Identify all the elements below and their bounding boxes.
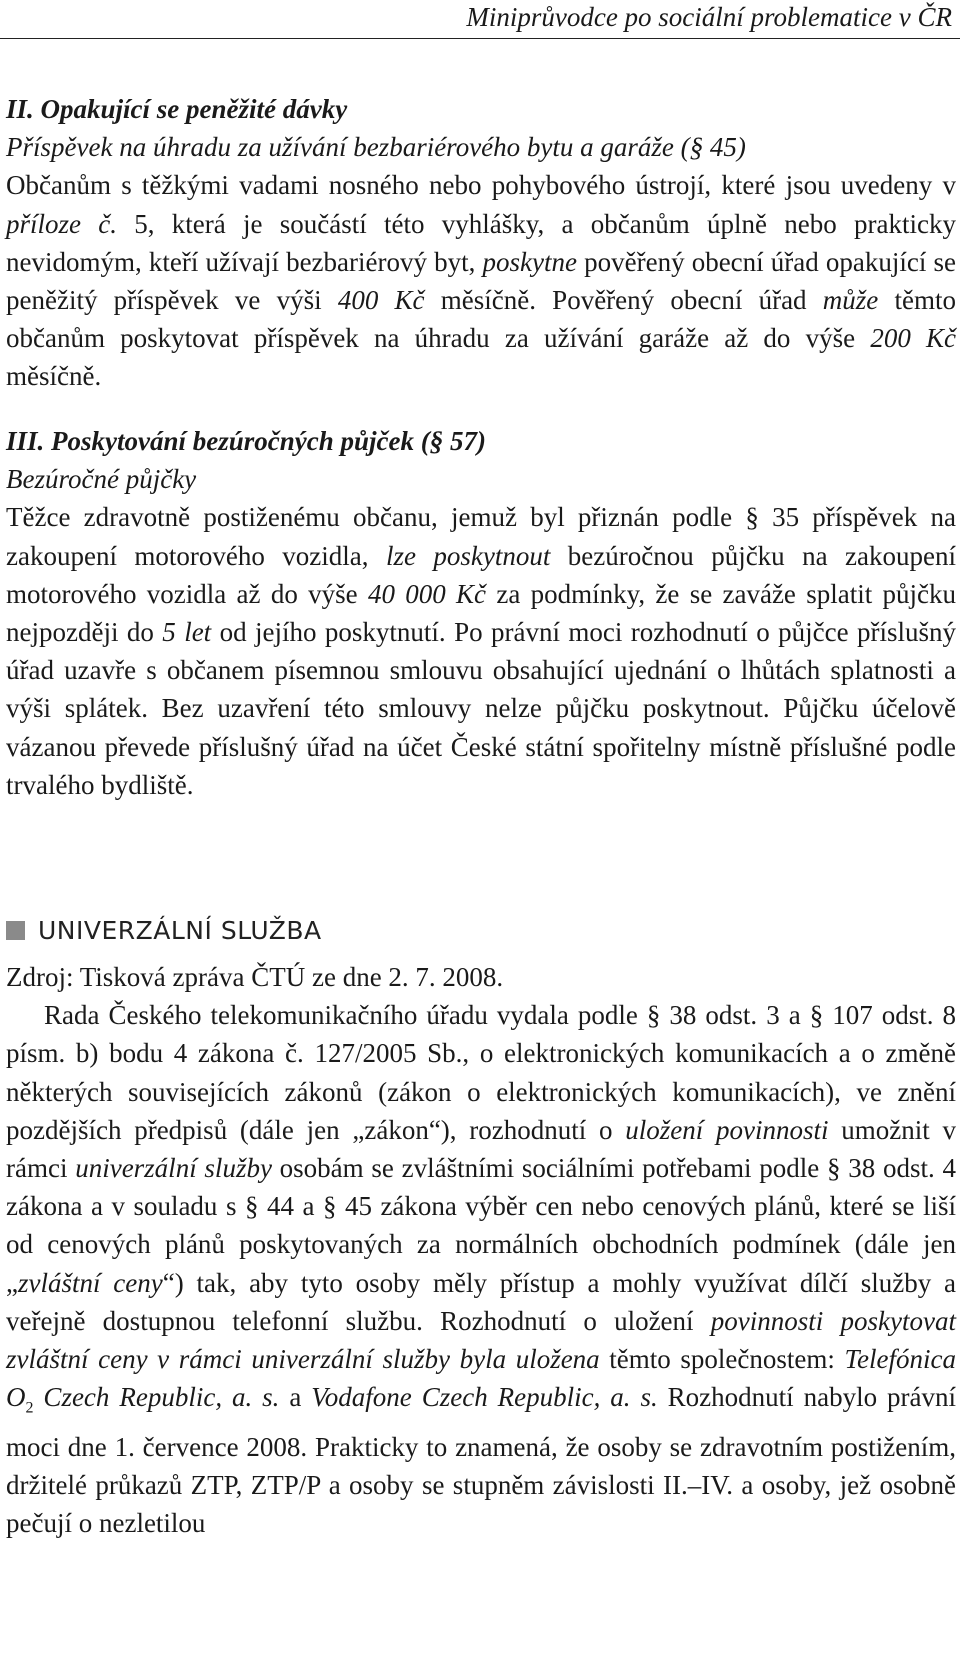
- section-3-heading: III. Poskytování bezúročných půjček (§ 57): [6, 426, 486, 456]
- source-line: Zdroj: Tisková zpráva ČTÚ ze dne 2. 7. 2008.: [6, 962, 504, 992]
- univerzalni-sluzba-paragraph: Rada Českého telekomunikačního úřadu vydala podle § 38 odst. 3 a § 107 odst. 8 písm. b) bodu 4 zákona č. 127/2005 Sb., o elektronických komunikacích a o změně některých souvisejících zákonů (zákon o elektronických komunikacích), ve znění pozdějších předpisů (dále jen „zákon“), rozhodnutí o uložení povinnosti umožnit v rámci univerzální služby osobám se zvláštními sociálními potřebami podle § 38 odst. 4 zákona a v souladu s § 44 a § 45 zákona výběr cen nebo cenových plánů, které se liší od cenových plánů poskytovaných za normálních obchodních podmínek (dále jen „zvláštní ceny“) tak, aby tyto osoby měly přístup a mohly využívat dílčí služby a veřejně dostupnou telefonní službu. Rozhodnutí o uložení povinnosti poskytovat zvláštní ceny v rámci univerzální služby byla uložena těmto společnostem: Telefónica $O_2$ Czech Republic, a. s. a Vodafone Czech Republic, a. s. Rozhodnutí nabylo právní moci dne 1. července 2008. Prakticky to znamená, že osoby se zdravotním postižením, držitelé průkazů ZTP, ZTP/P a osoby se stupněm závislosti II.–IV. a osoby, jež osobně pečují o nezletilou: [6, 1000, 956, 1539]
- section-3-paragraph: Těžce zdravotně postiženému občanu, jemuž byl přiznán podle § 35 příspěvek na zakoupení motorového vozidla, lze poskytnout bezúročnou půjčku na zakoupení motorového vozidla až do výše 40 000 Kč za podmínky, že se zaváže splatit půjčku nejpozději do 5 let od jejího poskytnutí. Po právní moci rozhodnutí o půjčce příslušný úřad uzavře s občanem písemnou smlouvu obsahující ujednání o lhůtách splatnosti a výši splátek. Bez uzavření této smlouvy nelze půjčku poskytnout. Půjčku účelově vázanou převede příslušný úřad na účet České státní spořitelny místně příslušné podle trvalého bydliště.: [6, 502, 957, 800]
- section-3-subheading: Bezúročné půjčky: [6, 464, 197, 495]
- univerzalni-sluzba-block: [0, 958, 956, 1542]
- univerzalni-sluzba-title: UNIVERZÁLNÍ SLUŽBA: [38, 915, 322, 945]
- section-3-block: [0, 422, 956, 804]
- running-header: [0, 0, 960, 39]
- section-2-paragraph: Občanům s těžkými vadami nosného nebo pohybového ústrojí, které jsou uvedeny v příloze č. 5, která je součástí této vyhlášky, a občanům úplně nebo prakticky nevidomým, kteří užívají bezbariérový byt, poskytne pověřený obecní úřad opakující se peněžitý příspěvek ve výši 400 Kč měsíčně. Pověřený obecní úřad může těmto občanům poskytovat příspěvek na úhradu za užívání garáže až do výše 200 Kč měsíčně.: [6, 170, 956, 392]
- running-header-title: Miniprůvodce po sociální problematice v ČR: [466, 2, 952, 32]
- section-2-heading: II. Opakující se peněžité dávky: [6, 94, 348, 124]
- section-2-subheading: Příspěvek na úhradu za užívání bezbariérového bytu a garáže (§ 45): [6, 132, 746, 163]
- section-2-block: [0, 90, 956, 396]
- square-bullet-icon: [6, 921, 25, 940]
- univerzalni-sluzba-heading: [6, 910, 322, 950]
